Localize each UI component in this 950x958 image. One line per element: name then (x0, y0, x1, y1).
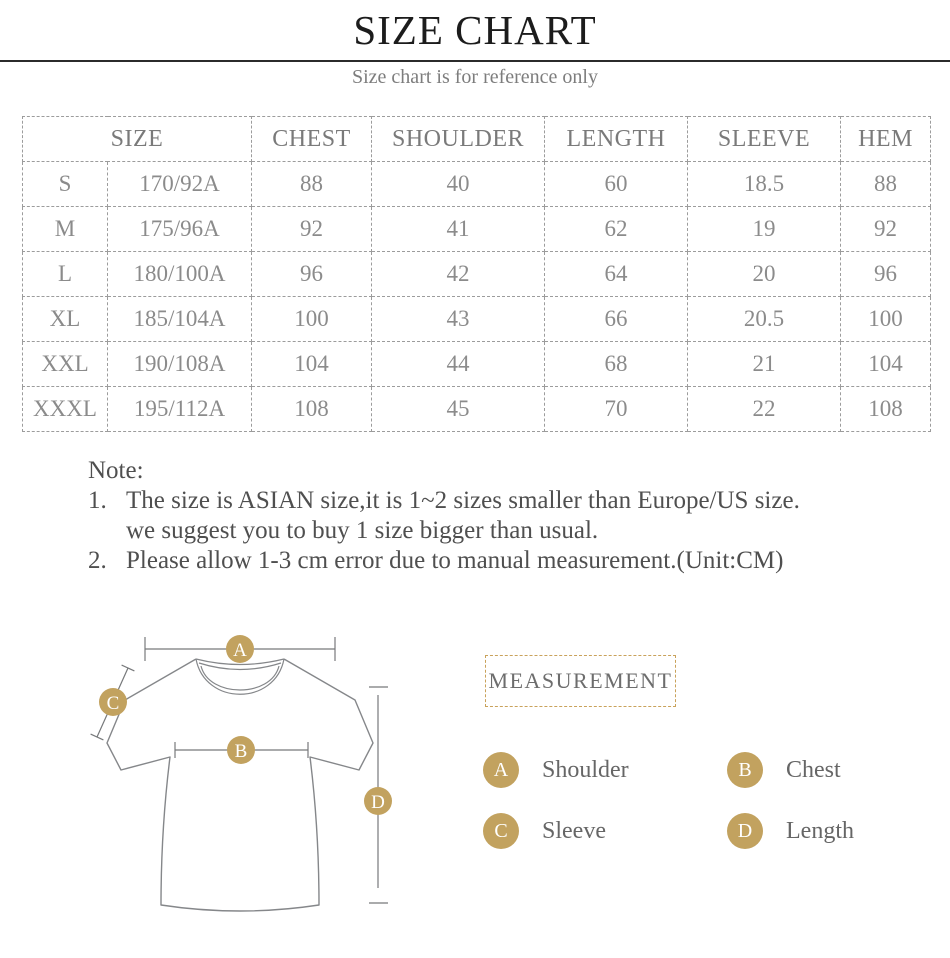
table-row (23, 387, 931, 432)
table-header-row (23, 117, 931, 162)
cell-size: M (23, 207, 108, 252)
cell-sleeve: 20 (688, 252, 841, 297)
cell-size: S (23, 162, 108, 207)
cell-shoulder: 41 (372, 207, 545, 252)
marker-a-badge (226, 635, 254, 663)
legend-item-chest (727, 752, 841, 788)
cell-shoulder: 42 (372, 252, 545, 297)
cell-spec: 190/108A (108, 342, 252, 387)
cell-sleeve: 18.5 (688, 162, 841, 207)
table-row (23, 297, 931, 342)
marker-d-badge (364, 787, 392, 815)
sleeve-measure-tick-bottom (91, 734, 104, 740)
legend-marker-a: A (483, 752, 519, 788)
size-table (22, 116, 931, 432)
marker-b-badge (227, 736, 255, 764)
cell-spec: 170/92A (108, 162, 252, 207)
note-item (88, 546, 888, 576)
col-header-length: LENGTH (545, 117, 688, 162)
legend-item-shoulder (483, 752, 629, 788)
table-row (23, 342, 931, 387)
cell-sleeve: 19 (688, 207, 841, 252)
cell-chest: 92 (252, 207, 372, 252)
cell-shoulder: 45 (372, 387, 545, 432)
table-row (23, 252, 931, 297)
tshirt-measurement-diagram (75, 615, 415, 945)
cell-shoulder: 43 (372, 297, 545, 342)
measurement-box (485, 655, 676, 707)
legend-marker-b: B (727, 752, 763, 788)
col-header-hem: HEM (841, 117, 931, 162)
note-item-number: 1. (88, 487, 107, 514)
svg-text:D: D (371, 792, 385, 813)
cell-length: 68 (545, 342, 688, 387)
cell-length: 64 (545, 252, 688, 297)
svg-text:B: B (234, 741, 248, 762)
page-title: SIZE CHART (353, 7, 597, 53)
cell-chest: 108 (252, 387, 372, 432)
legend-label: Length (786, 817, 854, 844)
cell-spec: 185/104A (108, 297, 252, 342)
cell-length: 70 (545, 387, 688, 432)
cell-hem: 92 (841, 207, 931, 252)
cell-hem: 108 (841, 387, 931, 432)
cell-size: XL (23, 297, 108, 342)
legend-label: Shoulder (542, 756, 629, 783)
col-header-shoulder: SHOULDER (372, 117, 545, 162)
cell-size: XXL (23, 342, 108, 387)
note-item-text: Please allow 1-3 cm error due to manual measurement.(Unit:CM) (126, 547, 784, 574)
page-subtitle: Size chart is for reference only (352, 66, 598, 88)
col-header-sleeve: SLEEVE (688, 117, 841, 162)
table-row (23, 207, 931, 252)
note-label: Note: (88, 457, 144, 484)
cell-sleeve: 22 (688, 387, 841, 432)
cell-sleeve: 20.5 (688, 297, 841, 342)
note-item-text: The size is ASIAN size,it is 1~2 sizes smaller than Europe/US size. we suggest you to buy 1 size bigger than usual. (126, 487, 800, 544)
cell-length: 66 (545, 297, 688, 342)
legend-marker-c: C (483, 813, 519, 849)
sleeve-measure-tick-top (122, 665, 135, 671)
svg-text:C: C (106, 693, 120, 714)
legend-item-sleeve (483, 813, 606, 849)
col-header-chest: CHEST (252, 117, 372, 162)
cell-hem: 100 (841, 297, 931, 342)
legend-item-length (727, 813, 854, 849)
cell-length: 60 (545, 162, 688, 207)
cell-sleeve: 21 (688, 342, 841, 387)
col-header-size: SIZE (23, 117, 252, 162)
cell-chest: 88 (252, 162, 372, 207)
tshirt-outline (107, 659, 373, 911)
cell-spec: 175/96A (108, 207, 252, 252)
cell-spec: 195/112A (108, 387, 252, 432)
legend-marker-d: D (727, 813, 763, 849)
cell-hem: 96 (841, 252, 931, 297)
note-item (88, 486, 888, 546)
measurement-box-label: MEASUREMENT (488, 668, 673, 693)
cell-chest: 100 (252, 297, 372, 342)
cell-spec: 180/100A (108, 252, 252, 297)
legend-label: Sleeve (542, 817, 606, 844)
note-item-number: 2. (88, 547, 107, 574)
cell-hem: 104 (841, 342, 931, 387)
legend-label: Chest (786, 756, 841, 783)
marker-c-badge (99, 688, 127, 716)
note-section (88, 456, 888, 576)
cell-shoulder: 44 (372, 342, 545, 387)
cell-chest: 96 (252, 252, 372, 297)
cell-shoulder: 40 (372, 162, 545, 207)
table-row (23, 162, 931, 207)
cell-size: XXXL (23, 387, 108, 432)
svg-text:A: A (233, 640, 247, 661)
title-divider (0, 60, 950, 62)
cell-length: 62 (545, 207, 688, 252)
cell-hem: 88 (841, 162, 931, 207)
cell-chest: 104 (252, 342, 372, 387)
cell-size: L (23, 252, 108, 297)
